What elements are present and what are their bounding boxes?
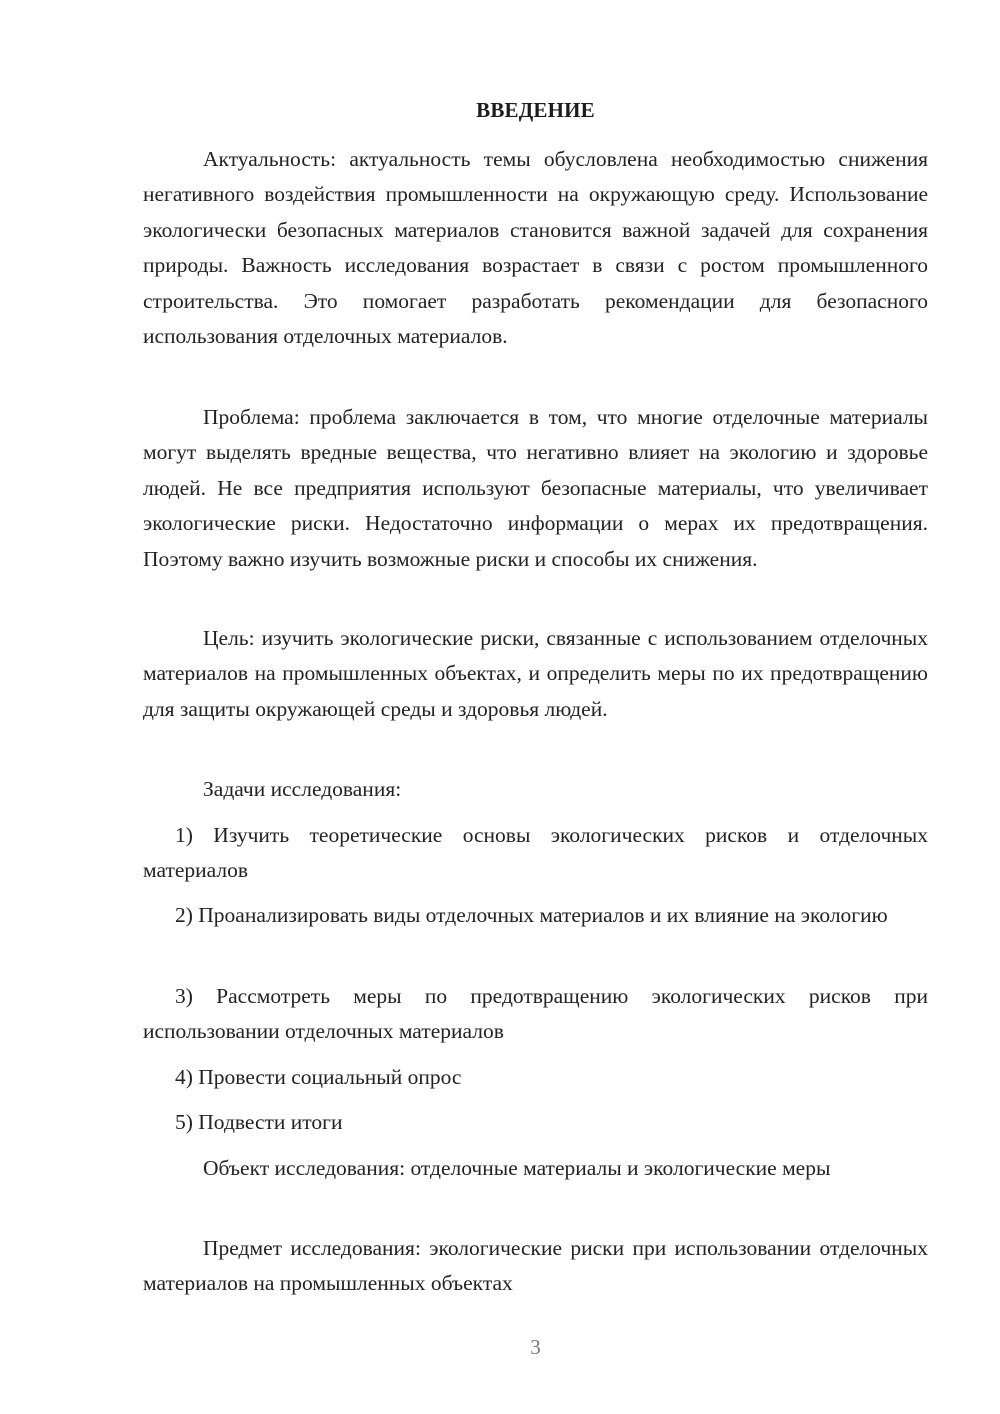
task-item-1: 1) Изучить теоретические основы экологических рисков и отделочных материалов	[143, 823, 928, 883]
paragraph-tasks-intro: Задачи исследования:	[203, 777, 402, 801]
paragraph-object: Объект исследования: отделочные материалы и экологические меры	[203, 1156, 831, 1180]
task-item-4: 4) Провести социальный опрос	[175, 1065, 462, 1089]
page-number: 3	[530, 1335, 541, 1359]
paragraph-problem: Проблема: проблема заключается в том, что многие отделочные материалы могут выделять вредные вещества, что негативно влияет на экологию и здоровье людей. Не все предприятия используют безопасные материалы, что увеличивает экологические риски. Недостаточно информации о мерах их предотвращения. Поэтому важно изучить возможные риски и способы их снижения.	[143, 405, 928, 571]
task-item-2: 2) Проанализировать виды отделочных материалов и их влияние на экологию	[175, 903, 888, 927]
paragraph-goal: Цель: изучить экологические риски, связанные с использованием отделочных материалов на промышленных объектах, и определить меры по их предотвращению для защиты окружающей среды и здоровья людей.	[143, 626, 928, 721]
task-item-5: 5) Подвести итоги	[175, 1110, 343, 1134]
task-item-3: 3) Рассмотреть меры по предотвращению экологических рисков при использовании отделочных материалов	[143, 984, 928, 1044]
section-heading: ВВЕДЕНИЕ	[476, 98, 595, 122]
paragraph-subject: Предмет исследования: экологические риски при использовании отделочных материалов на промышленных объектах	[143, 1236, 928, 1296]
paragraph-relevance: Актуальность: актуальность темы обусловлена необходимостью снижения негативного воздействия промышленности на окружающую среду. Использование экологически безопасных материалов становится важной задачей для сохранения природы. Важность исследования возрастает в связи с ростом промышленного строительства. Это помогает разработать рекомендации для безопасного использования отделочных материалов.	[143, 147, 928, 349]
